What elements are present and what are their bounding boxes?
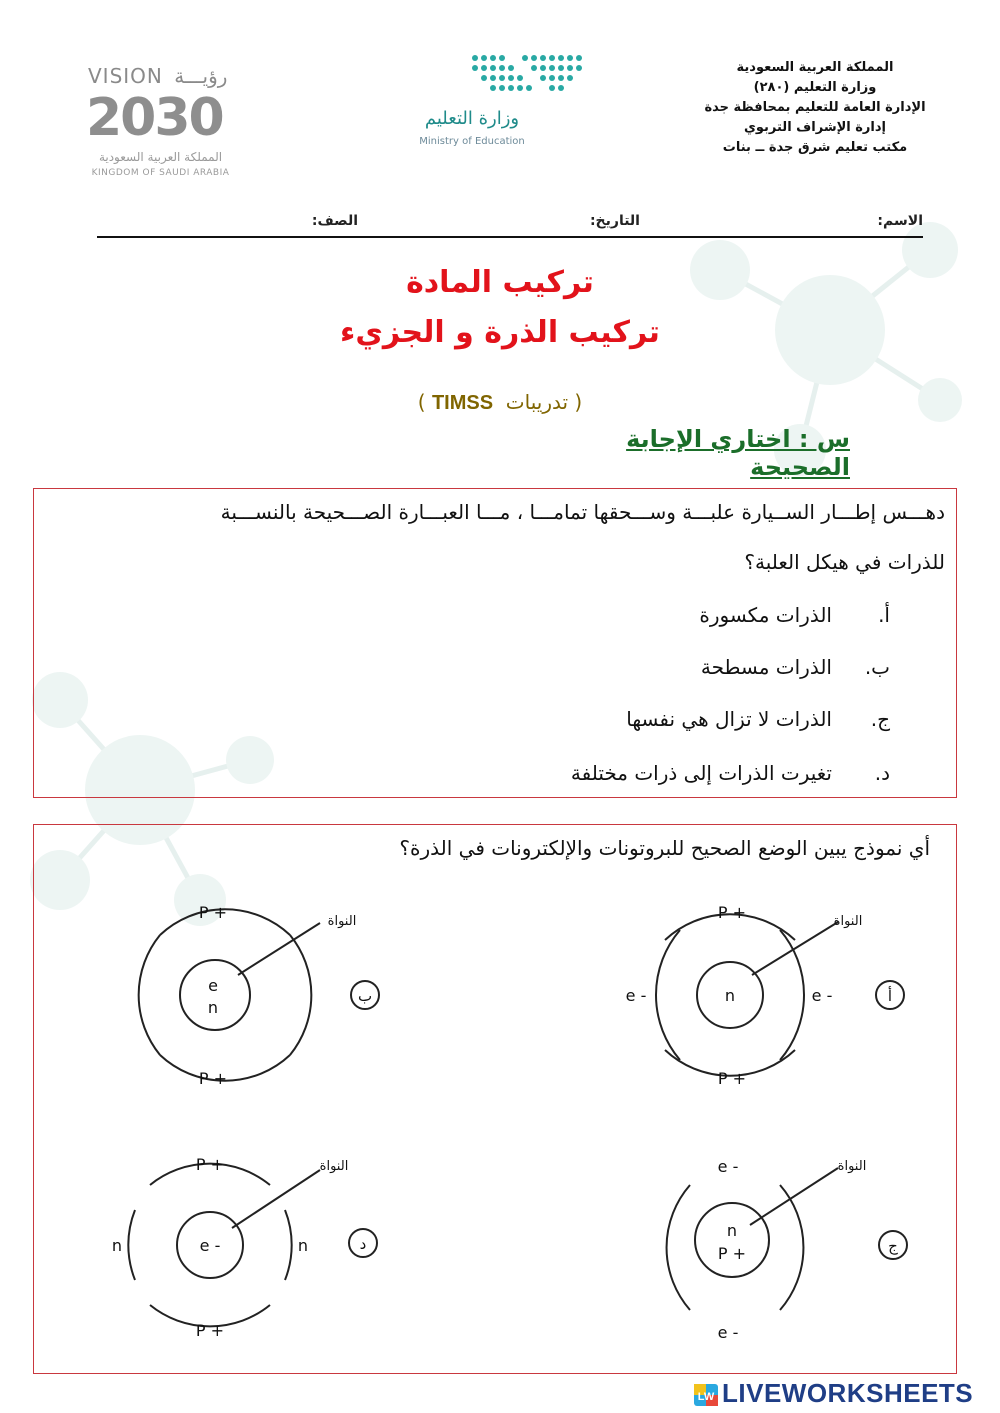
model-a-nucleus-label: النواة <box>833 914 863 929</box>
model-d-left-label: n <box>111 1236 123 1255</box>
model-a-top-label: P + <box>717 903 747 922</box>
model-a-pointer <box>752 922 838 975</box>
page-subtitle: تركيب الذرة و الجزيء <box>340 315 660 350</box>
org-line: وزارة التعليم (٢٨٠) <box>753 80 877 95</box>
model-d-center-label: e - <box>199 1236 221 1255</box>
model-d-bottom-label: P + <box>195 1321 225 1340</box>
ministry-name-ar: وزارة التعليم <box>424 108 520 129</box>
model-c-pointer <box>750 1168 838 1225</box>
ministry-name-en: Ministry of Education <box>419 136 525 147</box>
instruction-heading: س : اختاري الإجابة الصحيحة <box>626 425 850 481</box>
timss-word: تدريبات <box>505 390 569 414</box>
model-a-right-label: e - <box>811 986 833 1005</box>
model-b-letter: ب <box>357 987 373 1005</box>
date-field-label: التاريخ: <box>589 213 640 229</box>
vision-kingdom-ar: المملكة العربية السعودية <box>98 150 223 164</box>
model-d-pointer <box>232 1170 320 1228</box>
option-c-text: الذرات لا تزال هي نفسها <box>626 707 832 731</box>
page-title: تركيب المادة <box>406 265 594 300</box>
model-a-center-label: n <box>724 986 736 1005</box>
model-a-letter: أ <box>887 987 893 1005</box>
question-1-line-1: دهـــس إطـــار الســيارة علبـــة وســـحقها تمامـــا ، مـــا العبـــارة الصـــحيحة بالنســـبة <box>220 500 945 524</box>
option-d-text: تغيرت الذرات إلى ذرات مختلفة <box>570 761 832 785</box>
model-c-center-label-1: n <box>726 1221 738 1240</box>
model-c-top-label: e - <box>717 1157 739 1176</box>
model-d-right-label: n <box>297 1236 309 1255</box>
model-c-letter: ج <box>888 1237 898 1255</box>
question-1-line-2: للذرات في هيكل العلبة؟ <box>744 550 945 574</box>
model-a-left-label: e - <box>625 986 647 1005</box>
option-c-letter: ج. <box>870 707 890 731</box>
model-b-nucleus <box>180 960 250 1030</box>
option-b-letter: ب. <box>864 655 890 679</box>
vision-ar-word: رؤيـــة <box>174 64 228 88</box>
vision-word: VISION <box>88 64 163 88</box>
liveworksheets-brand[interactable]: LIVEWORKSHEETS <box>722 1378 974 1408</box>
model-a-outer-orbit <box>656 930 680 1060</box>
model-c-bottom-label: e - <box>717 1323 739 1342</box>
name-field-label: الاسم: <box>877 213 923 229</box>
model-b-center-label-2: n <box>207 998 219 1017</box>
timss-open-paren: ( <box>574 390 583 414</box>
option-a-letter: أ. <box>878 603 890 627</box>
model-b-bottom-label: P + <box>198 1069 228 1088</box>
timss-brand: TIMSS <box>431 392 494 414</box>
model-b-nucleus-label: النواة <box>327 914 357 929</box>
model-c-nucleus-label: النواة <box>837 1159 867 1174</box>
option-d-letter: د. <box>874 761 890 785</box>
option-b-text: الذرات مسطحة <box>700 655 832 679</box>
org-line: الإدارة العامة للتعليم بمحافظة جدة <box>704 100 926 115</box>
org-line: إدارة الإشراف التربوي <box>743 120 887 135</box>
class-field-label: الصف: <box>311 213 358 229</box>
model-b-center-label-1: e <box>208 976 218 995</box>
model-d-letter: د <box>359 1235 367 1253</box>
question-2-text: أي نموذج يبين الوضع الصحيح للبروتونات والإلكترونات في الذرة؟ <box>399 836 930 860</box>
vision-kingdom-en: KINGDOM OF SAUDI ARABIA <box>91 168 230 178</box>
model-a-bottom-label: P + <box>717 1069 747 1088</box>
vision-year: 2030 <box>86 88 223 148</box>
model-b-top-label: P + <box>198 903 228 922</box>
model-c-nucleus <box>695 1203 769 1277</box>
liveworksheets-badge: LW <box>697 1391 715 1403</box>
timss-close-paren: ) <box>417 390 426 414</box>
option-a-text: الذرات مكسورة <box>699 603 832 627</box>
model-d-top-label: P + <box>195 1155 225 1174</box>
model-d-nucleus-label: النواة <box>319 1159 349 1174</box>
model-c-center-label-2: P + <box>717 1244 747 1263</box>
org-line: مكتب تعليم شرق جدة ــ بنات <box>722 140 908 155</box>
org-line: المملكة العربية السعودية <box>736 60 894 75</box>
